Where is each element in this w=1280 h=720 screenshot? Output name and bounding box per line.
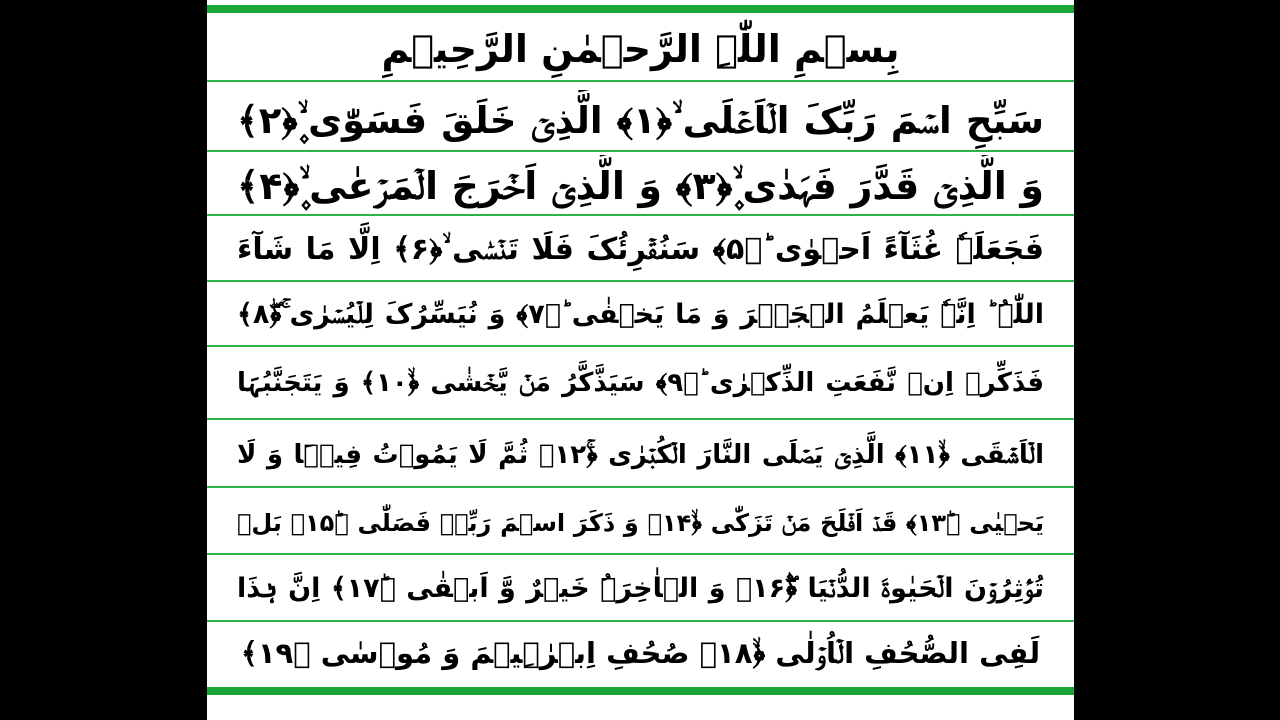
verse-line-5: فَذَکِّرۡ اِنۡ نَّفَعَتِ الذِّکۡرٰی ؕ﴿۹﴾ سَیَذَّکَّرُ مَنۡ یَّخۡشٰی ﴿ۙ۱۰﴾ وَ یَتَجَنَّبُہَا [237,368,1044,398]
line-divider [207,553,1074,555]
verse-line-7: یَحۡیٰی ﴿ؕ۱۳﴾ قَدۡ اَفۡلَحَ مَنۡ تَزَکّٰی ﴿ۙ۱۴﴾ وَ ذَکَرَ اسۡمَ رَبِّہٖ فَصَلّٰی ﴿ؕ۱۵﴾ بَلۡ [237,509,1044,537]
quran-page [207,0,1074,720]
line-divider [207,345,1074,347]
verse-line-2: وَ الَّذِیۡ قَدَّرَ فَہَدٰی ۪ۙ﴿۳﴾ وَ الَّذِیۡۤ اَخۡرَجَ الۡمَرۡعٰی ۪ۙ﴿۴﴾ [237,164,1044,208]
verse-line-8: تُؤۡثِرُوۡنَ الۡحَیٰوۃَ الدُّنۡیَا ﴿۫ۖ۱۶﴾ وَ الۡاٰخِرَۃُ خَیۡرٌ وَّ اَبۡقٰی ﴿ؕ۱۷﴾ اِنَّ ہٰذَا [237,573,1044,604]
line-divider [207,150,1074,152]
basmala-line: بِسۡمِ اللّٰہِ الرَّحۡمٰنِ الرَّحِیۡمِ [381,27,900,71]
verse-line-4: اللّٰہُ ؕ اِنَّہٗ یَعۡلَمُ الۡجَہۡرَ وَ مَا یَخۡفٰی ؕ﴿۷﴾ وَ نُیَسِّرُکَ لِلۡیُسۡرٰی ۚ﴿ۖ۸﴾ [237,299,1044,330]
top-frame-bar [207,5,1074,13]
line-divider [207,80,1074,82]
line-divider [207,214,1074,216]
verse-line-6: الۡاَشۡقَی ﴿ۙ۱۱﴾ الَّذِیۡ یَصۡلَی النَّارَ الۡکُبۡرٰی ﴿ۚ۱۲﴾ ثُمَّ لَا یَمُوۡتُ فِیۡہَا وَ لَا [237,440,1044,470]
verse-line-3: فَجَعَلَہٗ غُثَآءً اَحۡوٰی ؕ﴿۵﴾ سَنُقۡرِئُکَ فَلَا تَنۡسٰۤی ۙ﴿۶﴾ اِلَّا مَا شَآءَ [237,232,1044,267]
line-divider [207,418,1074,420]
verse-line-9: لَفِی الصُّحُفِ الۡاُوۡلٰی ﴿ۙ۱۸﴾ صُحُفِ اِبۡرٰہِیۡمَ وَ مُوۡسٰی ﴿۱۹﴾ [240,636,1041,670]
verse-line-1: سَبِّحِ اسۡمَ رَبِّکَ الۡاَعۡلَی ۙ﴿۱﴾ الَّذِیۡ خَلَقَ فَسَوّٰی ۪ۙ﴿۲﴾ [237,99,1044,142]
bottom-frame-bar [207,687,1074,695]
line-divider [207,486,1074,488]
line-divider [207,280,1074,282]
